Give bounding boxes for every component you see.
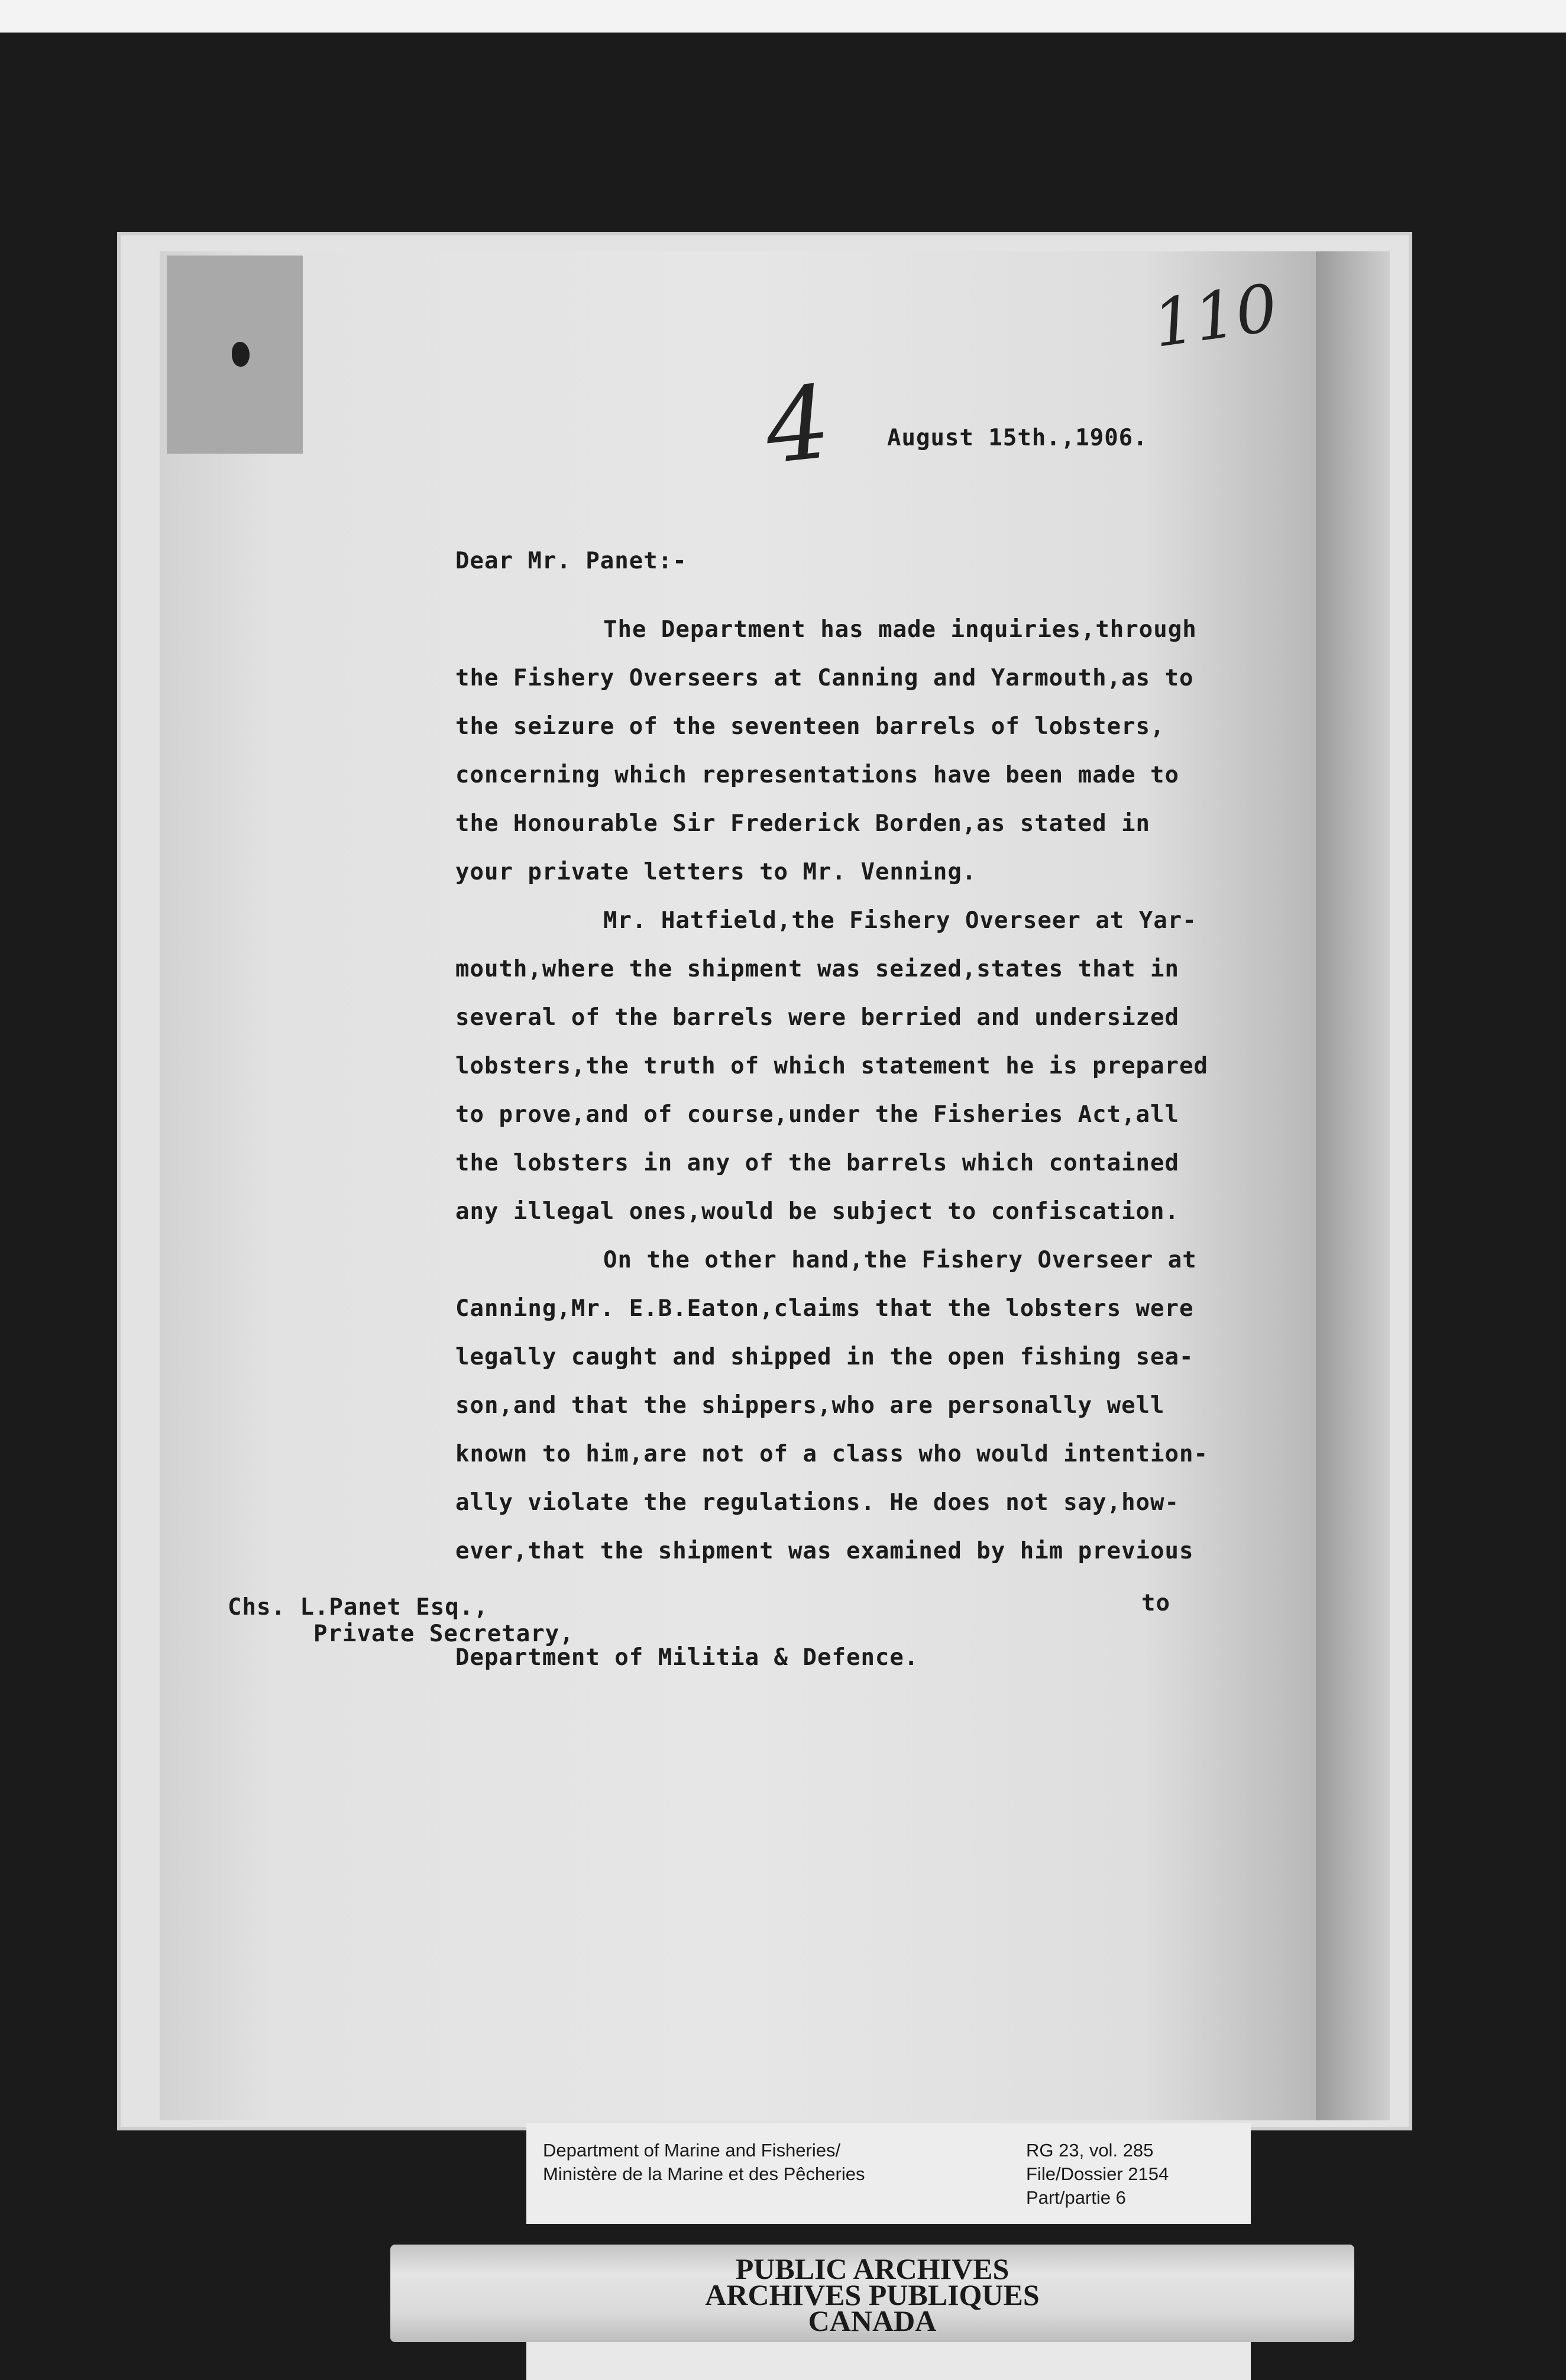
public-archives-stamp <box>390 2245 1354 2342</box>
addressee-title: Private Secretary, <box>313 1621 574 1647</box>
body-line: to prove,and of course,under the Fisheries Act,all <box>455 1101 1179 1128</box>
body-line: lobsters,the truth of which statement he is prepared <box>455 1053 1208 1079</box>
stamp-line-1: PUBLIC ARCHIVES <box>735 2252 1010 2285</box>
label-part: Part/partie 6 <box>1026 2187 1126 2208</box>
body-line: Mr. Hatfield,the Fishery Overseer at Yar- <box>603 907 1197 934</box>
label-department <box>543 2139 865 2186</box>
archive-reference-label <box>526 2123 1251 2224</box>
letter-date: August 15th.,1906. <box>887 425 1148 451</box>
folio-number: 110 <box>1148 270 1282 362</box>
body-line: ever,that the shipment was examined by him previous <box>455 1538 1194 1564</box>
stamp-line-2: ARCHIVES PUBLIQUES <box>705 2278 1040 2311</box>
letter-page <box>160 251 1316 2120</box>
body-line: several of the barrels were berried and undersized <box>455 1004 1179 1031</box>
punch-hole <box>232 342 250 367</box>
body-line: The Department has made inquiries,through <box>603 616 1197 643</box>
body-line: the lobsters in any of the barrels which contained <box>455 1150 1179 1176</box>
body-line: Canning,Mr. E.B.Eaton,claims that the lobsters were <box>455 1295 1194 1322</box>
addressee-department: Department of Militia & Defence. <box>455 1644 919 1671</box>
body-line: known to him,are not of a class who would intention- <box>455 1441 1208 1467</box>
body-line: your private letters to Mr. Venning. <box>455 859 977 885</box>
label-file: File/Dossier 2154 <box>1026 2164 1169 2184</box>
body-line: ally violate the regulations. He does not say,how- <box>455 1489 1179 1516</box>
body-line: On the other hand,the Fishery Overseer at <box>603 1247 1197 1273</box>
continuation-word: to <box>1141 1590 1170 1616</box>
label-dept-fr: Ministère de la Marine et des Pêcheries <box>543 2164 865 2184</box>
label-reference <box>1026 2139 1169 2210</box>
paper-edge-shadow <box>1316 251 1390 2120</box>
body-line: legally caught and shipped in the open fishing sea- <box>455 1344 1194 1370</box>
body-line: concerning which representations have been made to <box>455 762 1179 788</box>
label-rg: RG 23, vol. 285 <box>1026 2140 1154 2161</box>
body-line: mouth,where the shipment was seized,states that in <box>455 956 1179 982</box>
body-line: the seizure of the seventeen barrels of lobsters, <box>455 713 1165 740</box>
addressee-name: Chs. L.Panet Esq., <box>228 1594 488 1621</box>
body-line: the Fishery Overseers at Canning and Yarmouth,as to <box>455 665 1194 691</box>
bottom-strip <box>526 2342 1251 2380</box>
body-line: any illegal ones,would be subject to confiscation. <box>455 1198 1179 1225</box>
top-border <box>0 0 1566 33</box>
stamp-line-3: CANADA <box>808 2304 937 2337</box>
body-line: son,and that the shippers,who are personally well <box>455 1392 1165 1419</box>
body-line: the Honourable Sir Frederick Borden,as stated in <box>455 810 1151 837</box>
salutation: Dear Mr. Panet:- <box>455 548 687 574</box>
margin-handwritten-mark: 4 <box>759 363 836 487</box>
label-dept-en: Department of Marine and Fisheries/ <box>543 2140 841 2161</box>
